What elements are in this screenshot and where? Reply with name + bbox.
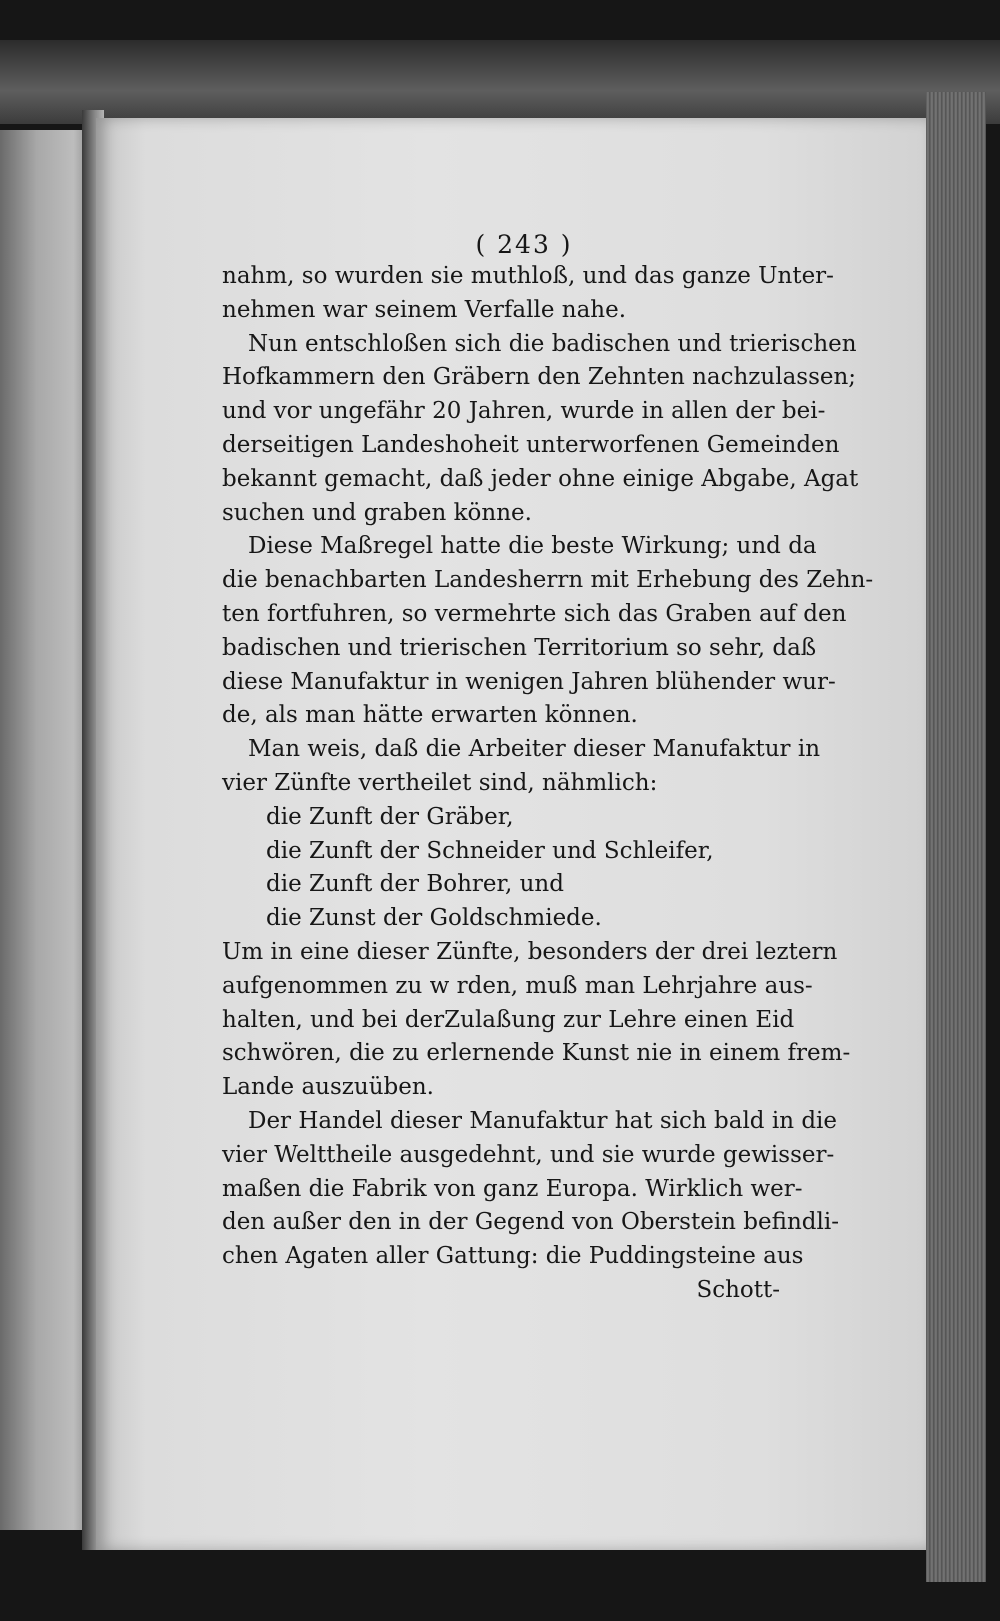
text-line: maßen die Fabrik von ganz Europa. Wirklich wer- — [222, 1175, 803, 1202]
left-page-edge — [0, 130, 92, 1530]
text-line: ten fortfuhren, so vermehrte sich das Graben auf den — [222, 600, 847, 627]
text-line: suchen und graben könne. — [222, 499, 532, 526]
text-line: derseitigen Landeshoheit unterworfenen Gemeinden — [222, 431, 840, 458]
text-line: Hofkammern den Gräbern den Zehnten nachzulassen; — [222, 364, 857, 391]
text-line: Diese Maßregel hatte die beste Wirkung; und da — [248, 533, 817, 560]
page-text — [222, 226, 874, 1308]
page-number: ( 243 ) — [475, 230, 573, 259]
text-line: Lande auszuüben. — [222, 1074, 434, 1101]
text-line: die benachbarten Landesherrn mit Erhebung des Zehn- — [222, 567, 874, 594]
text-line: diese Manufaktur in wenigen Jahren blühender wur- — [222, 668, 836, 695]
text-line: Man weis, daß die Arbeiter dieser Manufaktur in — [248, 736, 821, 763]
guild-list-item: die Zunst der Goldschmiede. — [266, 905, 602, 932]
text-line: und vor ungefähr 20 Jahren, wurde in allen der bei- — [222, 398, 826, 425]
text-line: vier Zünfte vertheilet sind, nähmlich: — [222, 769, 658, 796]
catchword: Schott- — [696, 1276, 780, 1303]
guild-list-item: die Zunft der Schneider und Schleifer, — [266, 837, 714, 864]
text-line: Um in eine dieser Zünfte, besonders der drei leztern — [222, 938, 838, 965]
text-line: vier Welttheile ausgedehnt, und sie wurde gewisser- — [222, 1141, 835, 1168]
guild-list-item: die Zunft der Gräber, — [266, 803, 514, 830]
text-line: nahm, so wurden sie muthloß, und das ganze Unter- — [222, 263, 834, 289]
text-line: schwören, die zu erlernende Kunst nie in einem frem- — [222, 1040, 851, 1067]
text-line: aufgenommen zu w rden, muß man Lehrjahre aus- — [222, 972, 813, 999]
text-line: bekannt gemacht, daß jeder ohne einige Abgabe, Agat — [222, 465, 859, 492]
text-line: chen Agaten aller Gattung: die Puddingsteine aus — [222, 1243, 804, 1270]
text-line: nehmen war seinem Verfalle nahe. — [222, 296, 627, 323]
text-line: Der Handel dieser Manufaktur hat sich bald in die — [248, 1107, 838, 1134]
text-line: de, als man hätte erwarten können. — [222, 702, 638, 729]
guild-list-item: die Zunft der Bohrer, und — [266, 871, 564, 898]
text-line: Nun entschloßen sich die badischen und trierischen — [248, 330, 857, 357]
book-top-edge — [0, 40, 1000, 124]
text-line: badischen und trierischen Territorium so sehr, daß — [222, 634, 817, 661]
page-edges — [926, 92, 986, 1582]
text-line: den außer den in der Gegend von Oberstein befindli- — [222, 1209, 839, 1236]
text-line: halten, und bei derZulaßung zur Lehre einen Eid — [222, 1006, 795, 1033]
